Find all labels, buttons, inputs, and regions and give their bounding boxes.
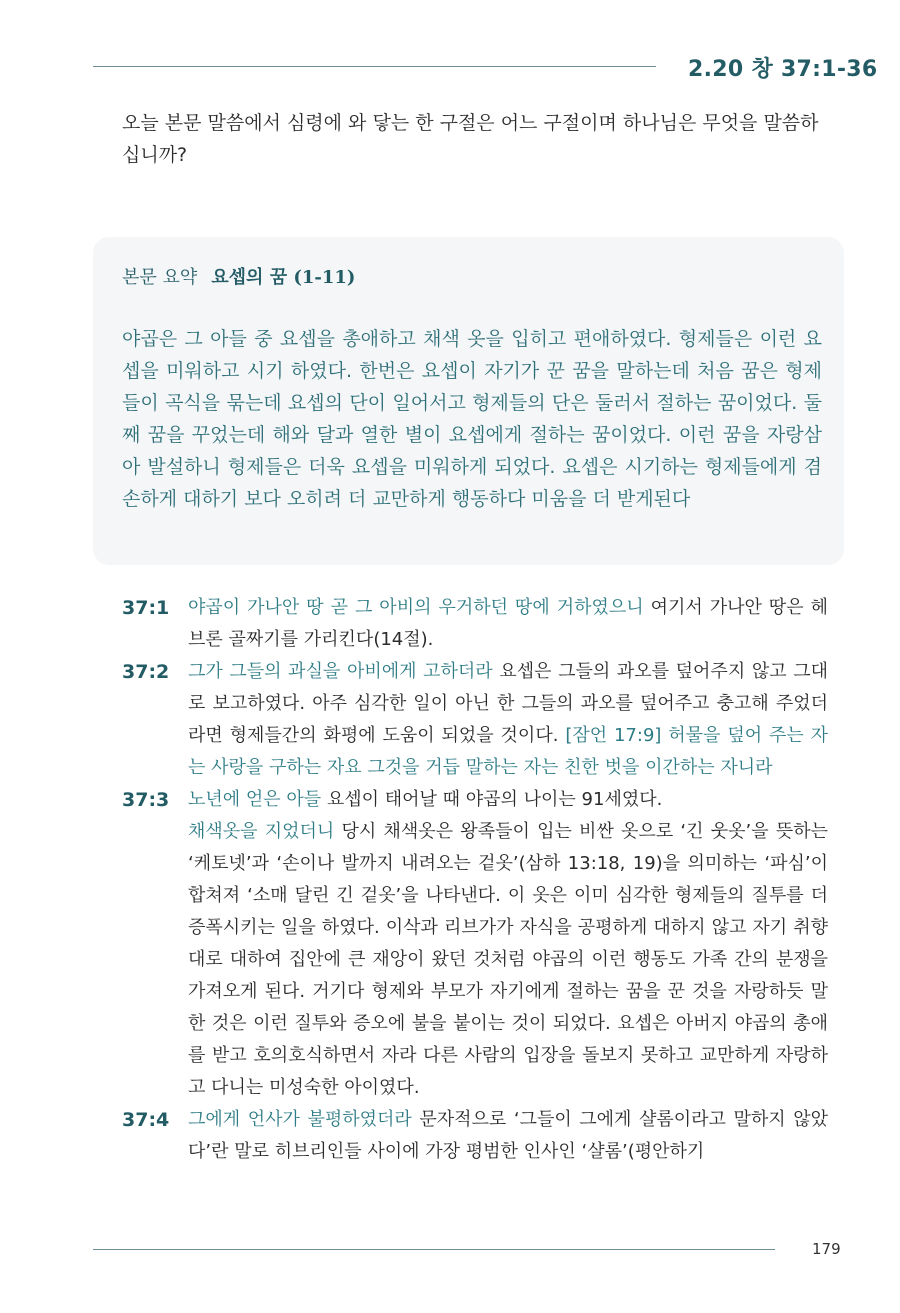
- header-rule: [93, 66, 656, 67]
- verse-item: [122, 592, 830, 656]
- verse-item: [122, 656, 830, 784]
- page-number: 179: [812, 1240, 841, 1258]
- verse-item: [122, 784, 830, 1104]
- verse-quote-second: 채색옷을 지었더니: [188, 821, 335, 842]
- verse-text: [188, 656, 828, 784]
- verse-quote: 야곱이 가나안 땅 곧 그 아비의 우거하던 땅에 거하였으니: [188, 597, 644, 618]
- verse-quote: 그에게 언사가 불평하였더라: [188, 1109, 412, 1130]
- summary-box: [93, 237, 844, 565]
- passage-reference: 2.20 창 37:1-36: [688, 57, 878, 82]
- summary-label: 본문 요약: [122, 267, 198, 288]
- verse-text: [188, 592, 828, 656]
- verse-number: 37:1: [122, 597, 170, 619]
- reflection-question: 오늘 본문 말씀에서 심령에 와 닿는 한 구절은 어느 구절이며 하나님은 무엇을 말씀하십니까?: [122, 112, 819, 166]
- verse-number: 37:3: [122, 789, 170, 811]
- verse-comment-second: 당시 채색옷은 왕족들이 입는 비싼 옷으로 ‘긴 웃옷’을 뜻하는 ‘케토넷’과 ‘손이나 발까지 내려오는 겉옷’(삼하 13:18, 19)을 의미하는 ‘파심’이 합쳐져 ‘소매 달린 긴 겉옷’을 나타낸다. 이 옷은 이미 심각한 형제들의 질투를 더 증폭시키는 일을 하였다. 이삭과 리브가가 자식을 공평하게 대하지 않고 자기 취향대로 대하여 집안에 큰 재앙이 왔던 것처럼 야곱의 이런 행동도 가족 간의 분쟁을 가져오게 된다. 거기다 형제와 부모가 자기에게 절하는 꿈을 꾼 것을 자랑하듯 말한 것은 이런 질투와 증오에 불을 붙이는 것이 되었다. 요셉은 아버지 야곱의 총애를 받고 호의호식하면서 자라 다른 사람의 입장을 돌보지 못하고 교만하게 자랑하고 다니는 미성숙한 아이였다.: [188, 821, 829, 1098]
- footer-rule: [93, 1249, 775, 1250]
- cross-reference-quote: [잠언 17:9] 허물을 덮어 주는 자는 사랑을 구하는 자요 그것을 거듭 말하는 자는 친한 벗을 이간하는 자니라: [188, 725, 828, 778]
- verse-comment: 요셉은 그들의 과오를 덮어주지 않고 그대로 보고하였다. 아주 심각한 일이 아닌 한 그들의 과오를 덮어주고 충고해 주었더라면 형제들간의 화평에 도움이 되었을 것이다.: [188, 661, 828, 746]
- verse-number: 37:2: [122, 661, 170, 683]
- summary-body: 야곱은 그 아들 중 요셉을 총애하고 채색 옷을 입히고 편애하였다. 형제들은 이런 요셉을 미워하고 시기 하였다. 한번은 요셉이 자기가 꾼 꿈을 말하는데 처음 꿈은 형제들이 곡식을 묶는데 요셉의 단이 일어서고 형제들의 단은 둘러서 절하는 꿈이었다. 둘째 꿈을 꾸었는데 해와 달과 열한 별이 요셉에게 절하는 꿈이었다. 이런 꿈을 자랑삼아 발설하니 형제들은 더욱 요셉을 미워하게 되었다. 요셉은 시기하는 형제들에게 겸손하게 대하기 보다 오히려 더 교만하게 행동하다 미움을 더 받게된다: [122, 328, 822, 510]
- verse-item: [122, 1104, 830, 1168]
- verse-number: 37:4: [122, 1109, 170, 1131]
- verse-text: [188, 1104, 828, 1168]
- verse-commentary: [122, 592, 830, 1168]
- summary-title: 요셉의 꿈 (1-11): [211, 267, 356, 288]
- verse-comment: 요셉이 태어날 때 야곱의 나이는 91세였다.: [321, 789, 663, 810]
- verse-quote: 그가 그들의 과실을 아비에게 고하더라: [188, 661, 493, 682]
- summary-heading: [122, 263, 355, 289]
- verse-quote: 노년에 얻은 아들: [188, 789, 322, 810]
- verse-text: [188, 784, 828, 1104]
- verse-comment: 문자적으로 ‘그들이 그에게 샬롬이라고 말하지 않았다’란 말로 히브리인들 사이에 가장 평범한 인사인 ‘샬롬’(평안하기: [188, 1109, 828, 1162]
- verse-comment: 여기서 가나안 땅은 헤브론 골짜기를 가리킨다(14절).: [188, 597, 828, 650]
